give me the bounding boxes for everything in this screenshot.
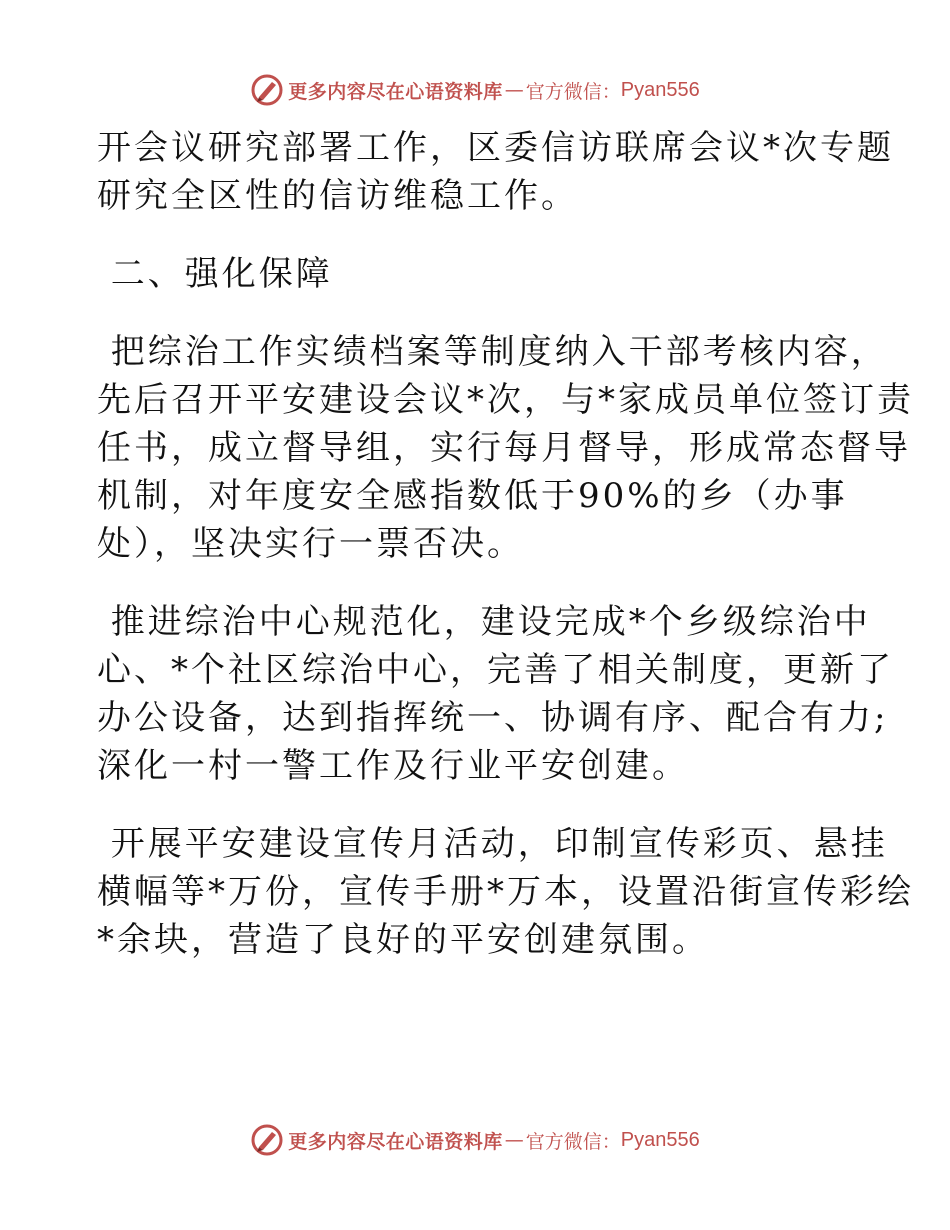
watermark-wechat-label: 官方微信： xyxy=(525,80,621,103)
section-heading xyxy=(97,250,867,298)
watermark-wechat-id: Pyan556 xyxy=(620,1128,700,1151)
text-line: 机制，对年度安全感指数低于90%的乡（办事 xyxy=(97,476,848,516)
watermark-wechat-id: Pyan556 xyxy=(620,78,700,101)
paragraph-2 xyxy=(97,328,914,568)
text-line: 把综治工作实绩档案等制度纳入干部考核内容， xyxy=(97,332,888,372)
paragraph-4 xyxy=(97,820,914,964)
text-line: 研究全区性的信访维稳工作。 xyxy=(97,176,578,216)
text-line: 开展平安建设宣传月活动，印制宣传彩页、悬挂 xyxy=(97,824,888,864)
text-line: 深化一村一警工作及行业平安创建。 xyxy=(97,746,689,786)
text-line: 心、*个社区综治中心，完善了相关制度，更新了 xyxy=(97,650,894,690)
text-line: 处），坚决实行一票否决。 xyxy=(97,524,524,564)
pen-logo-icon xyxy=(250,1123,284,1157)
paragraph-1 xyxy=(97,124,894,220)
watermark-main-text: 更多内容尽在心语资料库 xyxy=(288,1130,503,1153)
text-line: 推进综治中心规范化，建设完成*个乡级综治中 xyxy=(97,602,871,642)
footer-watermark xyxy=(0,1120,950,1160)
watermark-wechat-label: 官方微信： xyxy=(525,1130,621,1153)
text-line: 任书，成立督导组，实行每月督导，形成常态督导 xyxy=(97,428,911,468)
watermark-dash: — xyxy=(504,79,524,101)
text-line: *余块，营造了良好的平安创建氛围。 xyxy=(97,920,709,960)
paragraph-3 xyxy=(97,598,894,790)
text-line: 横幅等*万份，宣传手册*万本，设置沿街宣传彩绘 xyxy=(97,872,914,912)
document-body xyxy=(97,124,914,994)
header-watermark xyxy=(0,70,950,110)
heading-text: 二、强化保障 xyxy=(97,254,333,294)
watermark-main-text: 更多内容尽在心语资料库 xyxy=(288,80,503,103)
text-line: 先后召开平安建设会议*次，与*家成员单位签订责 xyxy=(97,380,914,420)
pen-logo-icon xyxy=(250,73,284,107)
text-line: 开会议研究部署工作，区委信访联席会议*次专题 xyxy=(97,128,894,168)
watermark-dash: — xyxy=(504,1129,524,1151)
text-line: 办公设备，达到指挥统一、协调有序、配合有力; xyxy=(97,698,889,738)
